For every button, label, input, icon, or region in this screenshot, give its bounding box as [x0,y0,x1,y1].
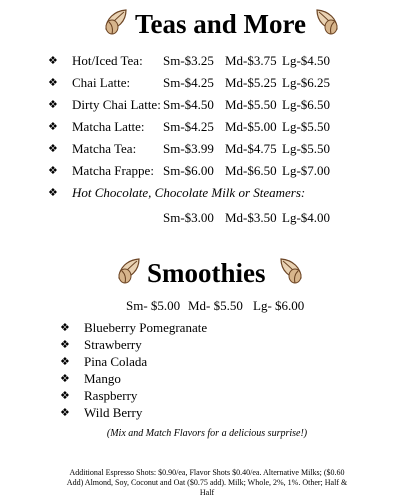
smoothies-header [117,256,303,292]
price-small: Sm-$4.25 [163,119,214,134]
price-large: Lg-$4.00 [282,210,331,225]
price-medium: Md-$6.50 [225,163,277,178]
flavor-label: Raspberry [84,388,138,403]
price-large: Lg-$4.50 [282,53,331,68]
tea-row [0,141,414,157]
price-small: Sm- $5.00 [126,298,181,313]
tea-name: Matcha Frappe: [72,163,154,178]
flavor-label: Strawberry [84,337,142,352]
flavor-label: Pina Colada [84,354,148,369]
price-large: Lg-$5.50 [282,141,331,156]
price-large: Lg-$6.50 [282,97,331,112]
flavor-item [0,405,414,421]
price-large: Lg- $6.00 [253,298,305,313]
tea-name: Matcha Tea: [72,141,137,156]
flavor-label: Wild Berry [84,405,143,420]
price-large: Lg-$7.00 [282,163,331,178]
tea-name: Chai Latte: [72,75,131,90]
price-large: Lg-$6.25 [282,75,331,90]
bullet-diamond-icon: ❖ [60,406,70,419]
smoothie-sizes [0,298,414,314]
price-medium: Md-$5.00 [225,119,277,134]
coffee-bean-leaf-icon [275,256,303,286]
bullet-diamond-icon: ❖ [48,120,58,133]
price-small: Sm-$4.25 [163,75,214,90]
bullet-diamond-icon: ❖ [60,338,70,351]
flavor-item [0,320,414,336]
coffee-bean-leaf-icon [117,256,145,286]
coffee-bean-leaf-icon [104,7,132,37]
hot-chocolate-name: Hot Chocolate, Chocolate Milk or Steamers: [72,185,306,200]
tea-row [0,119,414,135]
flavor-item [0,388,414,404]
bullet-diamond-icon: ❖ [60,372,70,385]
bullet-diamond-icon: ❖ [48,142,58,155]
price-medium: Md-$4.75 [225,141,277,156]
bullet-diamond-icon: ❖ [60,389,70,402]
bullet-diamond-icon: ❖ [60,355,70,368]
footer-line: Half [199,488,215,497]
bullet-diamond-icon: ❖ [48,98,58,111]
price-medium: Md- $5.50 [188,298,243,313]
flavor-label: Blueberry Pomegranate [84,320,208,335]
flavor-item [0,354,414,370]
price-large: Lg-$5.50 [282,119,331,134]
price-small: Sm-$3.25 [163,53,214,68]
tea-row [0,163,414,179]
price-medium: Md-$5.50 [225,97,277,112]
footer-line: Additional Espresso Shots: $0.90/ea, Flavor Shots $0.40/ea. Alternative Milks; ($0.60 [69,468,345,477]
teas-header [104,7,340,43]
flavor-item [0,371,414,387]
price-small: Sm-$3.00 [163,210,214,225]
tea-name: Dirty Chai Latte: [72,97,161,112]
bullet-diamond-icon: ❖ [48,164,58,177]
price-small: Sm-$6.00 [163,163,214,178]
smoothies-title: Smoothies [147,258,266,288]
bullet-diamond-icon: ❖ [48,54,58,67]
coffee-bean-leaf-icon [311,7,339,37]
tea-name: Hot/Iced Tea: [72,53,143,68]
tea-name: Matcha Latte: [72,119,145,134]
smoothie-note: (Mix and Match Flavors for a delicious surprise!) [106,428,308,439]
tea-row [0,53,414,69]
price-small: Sm-$3.99 [163,141,214,156]
flavor-label: Mango [84,371,121,386]
bullet-diamond-icon: ❖ [48,186,58,199]
price-small: Sm-$4.50 [163,97,214,112]
price-medium: Md-$5.25 [225,75,277,90]
flavor-item [0,337,414,353]
teas-title: Teas and More [135,9,307,39]
price-medium: Md-$3.75 [225,53,277,68]
footer-line: Add) Almond, Soy, Coconut and Oat ($0.75 add). Milk; Whole, 2%, 1%. Other; Half & [66,478,348,487]
hot-chocolate-row [0,185,414,225]
tea-row [0,75,414,91]
tea-row [0,97,414,113]
price-medium: Md-$3.50 [225,210,277,225]
bullet-diamond-icon: ❖ [60,321,70,334]
footer-note [8,468,406,500]
bullet-diamond-icon: ❖ [48,76,58,89]
